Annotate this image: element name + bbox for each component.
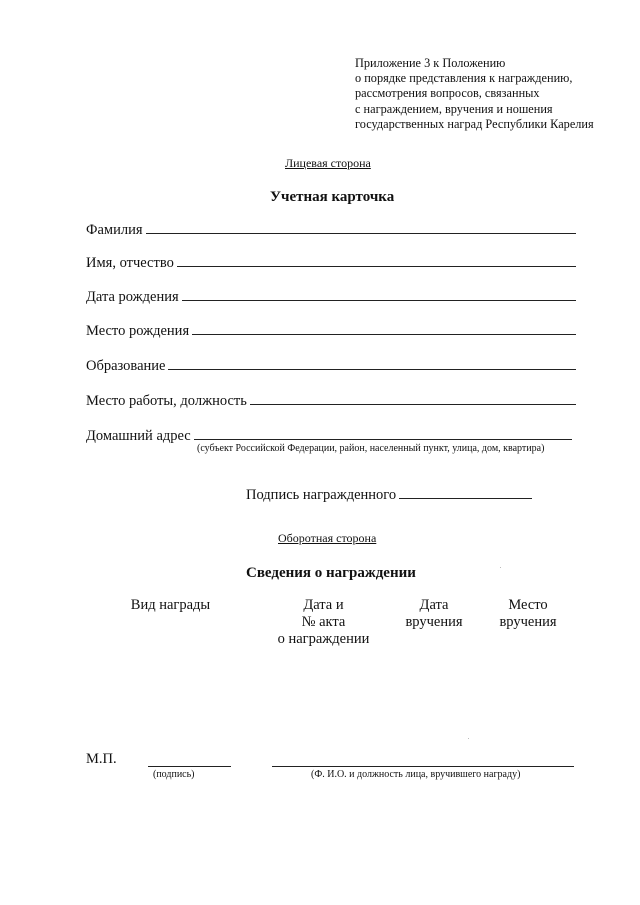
workplace-field[interactable]	[86, 391, 576, 411]
official-name-line[interactable]	[272, 765, 574, 767]
birth-place-field[interactable]	[86, 321, 576, 341]
appendix-header	[355, 56, 640, 132]
front-title: Учетная карточка	[270, 189, 395, 205]
recipient-signature-label: Подпись награжденного	[246, 487, 397, 503]
presentation-place-column-header: Место вручения	[499, 597, 557, 630]
signature-hint: (подпись)	[153, 769, 195, 780]
stamp-label: М.П.	[86, 751, 117, 767]
name-patronymic-label: Имя, отчество	[86, 255, 174, 271]
birth-date-field[interactable]	[86, 287, 576, 307]
speck	[500, 567, 501, 568]
appendix-line: Приложение 3 к Положению	[355, 56, 506, 70]
birth-place-label: Место рождения	[86, 323, 190, 339]
birth-place-line[interactable]	[192, 321, 576, 335]
back-title: Сведения о награждении	[246, 565, 416, 581]
recipient-signature[interactable]	[246, 485, 532, 504]
education-line[interactable]	[168, 356, 576, 370]
workplace-line[interactable]	[250, 391, 576, 405]
education-field[interactable]	[86, 356, 576, 376]
name-patronymic-field[interactable]	[86, 253, 576, 273]
surname-field[interactable]	[86, 220, 576, 240]
front-side-label: Лицевая сторона	[285, 156, 371, 170]
act-date-column-header: Дата и № акта о награждении	[277, 597, 370, 647]
appendix-line: государственных наград Республики Карелия	[355, 116, 594, 131]
speck	[468, 738, 469, 739]
recipient-signature-line[interactable]	[399, 485, 532, 499]
education-label: Образование	[86, 358, 166, 374]
birth-date-label: Дата рождения	[86, 289, 179, 305]
official-hint: (Ф. И.О. и должность лица, вручившего награду)	[311, 769, 521, 780]
birth-date-line[interactable]	[182, 287, 576, 301]
appendix-line: рассмотрения вопросов, связанных	[355, 86, 540, 101]
address-hint: (субъект Российской Федерации, район, населенный пункт, улица, дом, квартира)	[197, 443, 545, 454]
appendix-line: о порядке представления к награждению,	[355, 71, 573, 86]
back-side-label: Оборотная сторона	[278, 531, 377, 545]
surname-line[interactable]	[146, 220, 577, 234]
surname-label: Фамилия	[86, 222, 143, 238]
appendix-line: с награждением, вручения и ношения	[355, 101, 553, 116]
home-address-line[interactable]	[194, 426, 572, 440]
home-address-label: Домашний адрес	[86, 428, 191, 444]
award-type-column-header: Вид награды	[130, 597, 211, 613]
name-patronymic-line[interactable]	[177, 253, 576, 267]
presentation-date-column-header: Дата вручения	[405, 597, 463, 630]
workplace-label: Место работы, должность	[86, 393, 247, 409]
official-signature-line[interactable]	[148, 765, 231, 767]
